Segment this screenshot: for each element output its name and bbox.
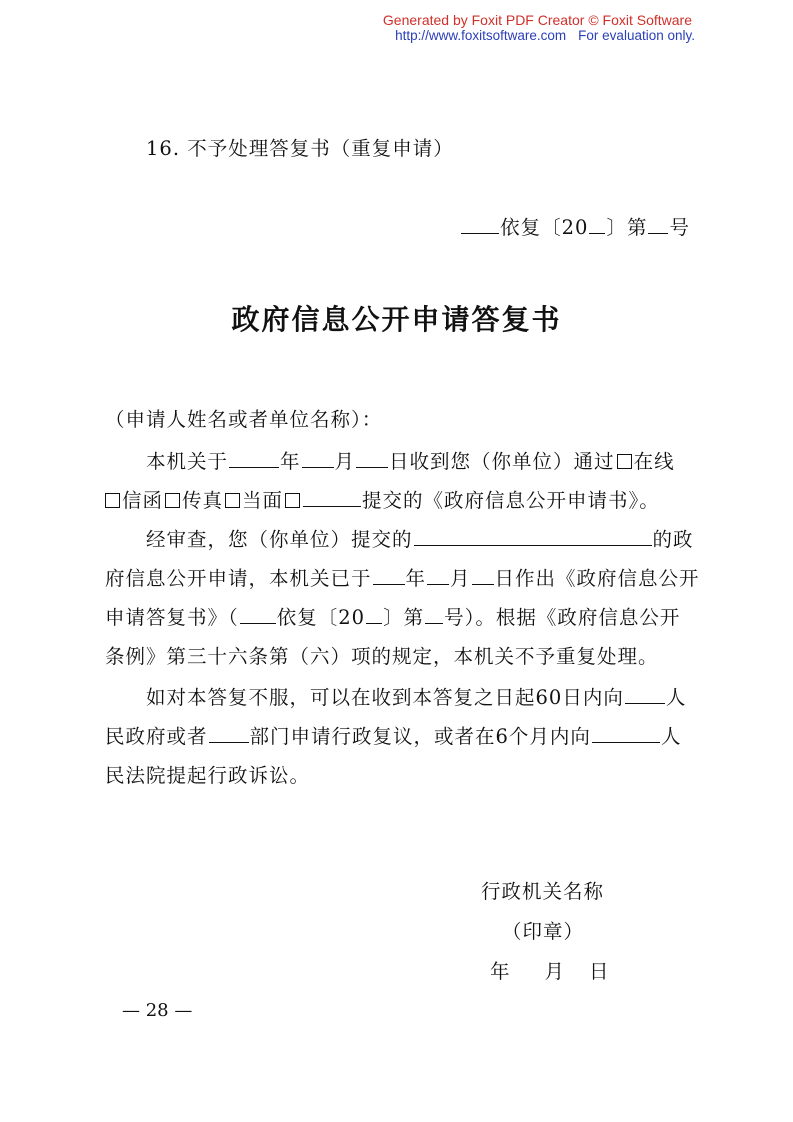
watermark-line2 [395,28,695,43]
para2-line2: 府信息公开申请，本机关已于 年 月 日作出《政府信息公开 [105,567,700,590]
blank-prefix [461,215,499,234]
para2-line4: 条例》第三十六条第（六）项的规定，本机关不予重复处理。 [105,645,659,668]
document-title: 政府信息公开申请答复书 [231,303,562,336]
checkbox-letter[interactable] [105,493,120,508]
para3-line3: 民法院提起行政诉讼。 [105,764,311,787]
watermark-line1: Generated by Foxit PDF Creator © Foxit Software [382,12,692,28]
para2-line1: 经审查，您（你单位）提交的 的政 [146,528,694,551]
checkbox-inperson[interactable] [225,493,240,508]
signature-seal: （印章） [502,920,585,943]
blank-day [356,449,388,468]
blank-day [472,566,494,585]
para2-line3: 申请答复书》（ 依复〔20 〕第 号）。根据《政府信息公开 [105,606,681,629]
blank-no [648,215,668,234]
blank-year [229,449,279,468]
salutation: （申请人姓名或者单位名称）： [105,408,383,431]
checkbox-online[interactable] [617,454,632,469]
doc-number-di: 〕第 [606,216,648,239]
blank-month [302,449,334,468]
doc-number-hao: 号 [669,216,690,239]
blank-year [589,215,605,234]
blank-court [592,724,660,743]
blank-month [427,566,449,585]
watermark-url[interactable]: http://www.foxitsoftware.com [395,28,567,43]
blank-gov [625,685,665,704]
checkbox-other[interactable] [285,493,300,508]
blank-prefix [240,605,276,624]
blank-year [373,566,405,585]
blank-year [366,605,382,624]
blank-request-content [414,527,652,546]
para1-line1: 本机关于 年 月 日收到您（你单位）通过 在线 [146,450,675,473]
document-number [460,212,690,240]
section-heading: 16. 不予处理答复书（重复申请） [146,137,454,160]
para1-line2: 信函 传真 当面 提交的《政府信息公开申请书》。 [103,485,660,513]
blank-dept [209,724,249,743]
para3-line1: 如对本答复不服，可以在收到本答复之日起60日内向 人 [146,686,687,709]
blank-no [425,605,443,624]
doc-number-yifu: 依复〔20 [500,216,589,239]
checkbox-fax[interactable] [165,493,180,508]
signature-date: 年 月 日 [490,960,610,983]
signature-org: 行政机关名称 [481,880,605,903]
page-number: — 28 — [122,1000,193,1021]
para3-line2: 民政府或者 部门申请行政复议，或者在6个月内向 人 [105,725,682,748]
watermark-evaluation: For evaluation only. [578,28,695,43]
blank-other-method [303,488,361,507]
